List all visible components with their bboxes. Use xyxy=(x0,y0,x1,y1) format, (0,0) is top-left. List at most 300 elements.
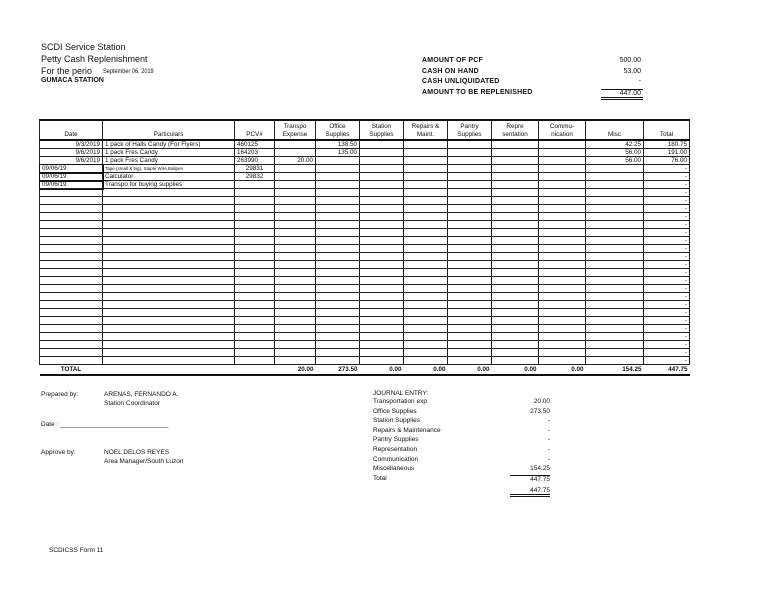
table-cell: - xyxy=(644,229,690,237)
totals-cell: 154.25 xyxy=(586,365,644,375)
table-cell xyxy=(316,309,360,317)
table-cell xyxy=(316,357,360,365)
table-row xyxy=(40,293,690,301)
table-cell xyxy=(235,269,275,277)
journal-line-label: Pantry Supplies xyxy=(373,436,419,444)
table-cell: - xyxy=(644,189,690,197)
journal-line xyxy=(373,436,553,446)
journal-lines xyxy=(373,398,553,484)
table-cell xyxy=(448,229,492,237)
table-cell xyxy=(586,173,644,181)
table-cell xyxy=(404,245,448,253)
col-header-communication: Commu- nication xyxy=(539,120,586,140)
report-title: Petty Cash Replenishment xyxy=(41,54,148,64)
table-cell xyxy=(235,325,275,333)
table-cell: - xyxy=(644,197,690,205)
table-cell: 138.50 xyxy=(316,140,360,149)
table-cell xyxy=(235,261,275,269)
table-cell xyxy=(275,325,316,333)
table-cell xyxy=(316,261,360,269)
journal-line xyxy=(373,475,553,485)
table-cell xyxy=(235,197,275,205)
table-cell xyxy=(539,349,586,357)
totals-cell: 0.00 xyxy=(448,365,492,375)
table-cell: - xyxy=(644,357,690,365)
table-cell xyxy=(539,341,586,349)
table-cell xyxy=(275,181,316,189)
table-row xyxy=(40,333,690,341)
table-cell xyxy=(404,173,448,181)
table-cell xyxy=(40,325,103,333)
table-cell xyxy=(40,205,103,213)
journal-line-value: 20.00 xyxy=(533,398,550,405)
table-cell xyxy=(360,245,404,253)
table-cell: 1 pack Fres Candy xyxy=(103,149,235,157)
table-cell xyxy=(586,197,644,205)
date-line: Date : ______________________________ xyxy=(41,421,169,428)
totals-cell: 0.00 xyxy=(404,365,448,375)
totals-cell: 20.00 xyxy=(275,365,316,375)
table-cell xyxy=(103,253,235,261)
table-cell xyxy=(492,229,539,237)
table-cell xyxy=(448,205,492,213)
table-cell xyxy=(275,173,316,181)
table-cell xyxy=(404,317,448,325)
table-cell xyxy=(448,285,492,293)
summary-value-replenish: 447.00 xyxy=(601,89,643,100)
table-cell xyxy=(275,149,316,157)
period-label: For the perio xyxy=(41,66,93,76)
table-cell: 09/06/19 xyxy=(40,181,103,189)
table-cell xyxy=(492,149,539,157)
table-cell xyxy=(586,309,644,317)
table-cell xyxy=(40,237,103,245)
table-cell xyxy=(235,293,275,301)
table-cell xyxy=(275,197,316,205)
table-cell xyxy=(275,245,316,253)
table-row xyxy=(40,253,690,261)
table-cell: 20.00 xyxy=(275,157,316,165)
table-cell xyxy=(586,341,644,349)
table-cell xyxy=(275,261,316,269)
table-row xyxy=(40,221,690,229)
table-cell xyxy=(360,205,404,213)
table-row xyxy=(40,357,690,365)
table-cell: - xyxy=(644,269,690,277)
table-cell: 09/06/19 xyxy=(40,165,103,173)
table-cell xyxy=(40,285,103,293)
table-cell xyxy=(448,253,492,261)
period-value: September 06, 2019 xyxy=(103,68,154,75)
journal-line xyxy=(373,408,553,418)
table-cell xyxy=(404,285,448,293)
table-cell: 180.75 xyxy=(644,140,690,149)
table-cell: - xyxy=(644,317,690,325)
station-name: GUMACA STATION xyxy=(41,77,104,84)
table-cell xyxy=(316,301,360,309)
table-cell xyxy=(492,325,539,333)
table-row xyxy=(40,181,690,189)
table-cell xyxy=(40,341,103,349)
table-cell xyxy=(360,149,404,157)
table-cell xyxy=(586,325,644,333)
table-cell xyxy=(492,269,539,277)
table-cell xyxy=(40,221,103,229)
journal-line-value: 447.75 xyxy=(510,475,550,483)
table-cell xyxy=(360,157,404,165)
table-cell: 9/6/2019 xyxy=(40,157,103,165)
prepared-by-label: Prepared by: xyxy=(41,391,79,398)
table-cell xyxy=(492,221,539,229)
table-cell xyxy=(448,357,492,365)
table-cell xyxy=(492,237,539,245)
table-cell xyxy=(275,205,316,213)
table-cell xyxy=(404,269,448,277)
table-cell xyxy=(448,189,492,197)
totals-cell xyxy=(235,365,275,375)
table-cell xyxy=(275,357,316,365)
journal-line-value: - xyxy=(547,455,550,463)
table-cell xyxy=(539,293,586,301)
table-cell xyxy=(103,197,235,205)
approved-by-label: Approve by: xyxy=(41,449,76,456)
table-cell xyxy=(40,357,103,365)
table-body xyxy=(40,140,690,375)
table-cell xyxy=(539,309,586,317)
table-cell xyxy=(539,197,586,205)
table-cell xyxy=(103,261,235,269)
table-cell xyxy=(586,221,644,229)
table-cell xyxy=(275,165,316,173)
table-cell xyxy=(316,237,360,245)
table-cell xyxy=(404,189,448,197)
table-cell xyxy=(235,349,275,357)
table-cell: - xyxy=(644,261,690,269)
table-cell xyxy=(360,173,404,181)
table-cell xyxy=(360,333,404,341)
table-cell xyxy=(360,285,404,293)
company-name: SCDI Service Station xyxy=(41,42,126,52)
table-cell xyxy=(103,349,235,357)
journal-line-label: Total xyxy=(373,474,387,482)
table-cell: 29832 xyxy=(235,173,275,181)
table-cell xyxy=(539,173,586,181)
table-cell xyxy=(586,277,644,285)
table-cell xyxy=(316,325,360,333)
table-cell xyxy=(404,181,448,189)
col-header-representation: Repre sentation xyxy=(492,120,539,140)
table-cell xyxy=(539,181,586,189)
table-cell xyxy=(103,333,235,341)
summary-label-unliq: CASH UNLIQUIDATED xyxy=(422,78,500,85)
table-cell xyxy=(40,189,103,197)
table-cell xyxy=(492,309,539,317)
table-cell xyxy=(448,149,492,157)
table-cell xyxy=(275,189,316,197)
table-cell xyxy=(586,261,644,269)
table-cell xyxy=(40,197,103,205)
table-cell xyxy=(103,285,235,293)
table-cell xyxy=(360,269,404,277)
table-cell: 29831 xyxy=(235,165,275,173)
table-cell xyxy=(492,293,539,301)
table-cell xyxy=(275,309,316,317)
table-cell xyxy=(275,285,316,293)
journal-line-label: Transportation exp xyxy=(373,398,427,405)
table-cell xyxy=(235,213,275,221)
table-cell xyxy=(275,237,316,245)
table-cell xyxy=(235,253,275,261)
table-cell xyxy=(586,229,644,237)
table-cell xyxy=(40,269,103,277)
table-cell xyxy=(275,293,316,301)
table-cell xyxy=(448,140,492,149)
table-cell xyxy=(586,165,644,173)
table-row xyxy=(40,341,690,349)
journal-line-value: - xyxy=(547,417,550,425)
journal-line-label: Representation xyxy=(373,445,418,453)
table-cell xyxy=(404,357,448,365)
table-cell xyxy=(103,317,235,325)
table-cell xyxy=(539,165,586,173)
col-header-misc: Misc xyxy=(586,120,644,140)
table-cell xyxy=(404,197,448,205)
summary-label-replenish: AMOUNT TO BE REPLENISHED xyxy=(422,89,533,96)
table-cell xyxy=(586,237,644,245)
table-cell xyxy=(103,237,235,245)
table-cell xyxy=(235,357,275,365)
table-cell xyxy=(40,293,103,301)
table-cell xyxy=(539,333,586,341)
table-cell xyxy=(448,301,492,309)
table-cell xyxy=(404,293,448,301)
table-row xyxy=(40,245,690,253)
table-cell xyxy=(586,269,644,277)
table-cell: - xyxy=(644,213,690,221)
table-cell xyxy=(360,221,404,229)
table-cell xyxy=(360,277,404,285)
table-cell xyxy=(316,165,360,173)
table-cell xyxy=(360,181,404,189)
table-row xyxy=(40,317,690,325)
table-cell xyxy=(275,253,316,261)
table-cell xyxy=(586,213,644,221)
col-header-repairs: Repairs & Maint. xyxy=(404,120,448,140)
table-cell: - xyxy=(644,205,690,213)
table-cell xyxy=(235,205,275,213)
table-cell: Tape (small & big), Staple Wire,Ballpen xyxy=(103,165,235,173)
table-cell: 1 pack of Halls Candy (For Flyers) xyxy=(103,140,235,149)
table-cell xyxy=(360,325,404,333)
table-cell xyxy=(492,189,539,197)
table-cell xyxy=(40,349,103,357)
table-cell xyxy=(586,189,644,197)
table-cell xyxy=(404,253,448,261)
table-cell xyxy=(316,197,360,205)
table-cell xyxy=(448,309,492,317)
col-header-pcv: PCV# xyxy=(235,120,275,140)
col-header-office: Office Supplies xyxy=(316,120,360,140)
table-row xyxy=(40,349,690,357)
table-cell xyxy=(40,317,103,325)
summary-value-unliq: - xyxy=(638,78,641,85)
table-header-row xyxy=(40,120,690,140)
table-row xyxy=(40,269,690,277)
table-cell: - xyxy=(644,173,690,181)
table-cell xyxy=(448,277,492,285)
col-header-date: Date xyxy=(40,120,103,140)
table-cell xyxy=(40,333,103,341)
table-cell xyxy=(448,293,492,301)
table-cell xyxy=(40,253,103,261)
table-row xyxy=(40,301,690,309)
table-cell: 9/3/2019 xyxy=(40,140,103,149)
col-header-total: Total xyxy=(644,120,690,140)
table-cell xyxy=(316,245,360,253)
table-cell xyxy=(360,237,404,245)
table-row xyxy=(40,285,690,293)
table-cell xyxy=(448,197,492,205)
table-cell xyxy=(539,221,586,229)
table-cell xyxy=(40,309,103,317)
table-cell xyxy=(539,285,586,293)
journal-line-label: Office Supplies xyxy=(373,407,417,415)
table-cell xyxy=(275,301,316,309)
table-cell xyxy=(360,349,404,357)
table-cell xyxy=(448,333,492,341)
journal-line xyxy=(373,398,553,408)
table-cell xyxy=(448,317,492,325)
table-cell xyxy=(316,181,360,189)
table-cell xyxy=(448,181,492,189)
totals-cell xyxy=(103,365,235,375)
table-cell xyxy=(586,317,644,325)
table-cell: 9/6/2019 xyxy=(40,149,103,157)
journal-line-label: Station Supplies xyxy=(373,417,420,425)
table-row xyxy=(40,173,690,181)
table-cell xyxy=(275,341,316,349)
table-cell xyxy=(103,221,235,229)
table-cell xyxy=(235,333,275,341)
table-cell xyxy=(103,205,235,213)
table-cell xyxy=(539,253,586,261)
table-cell xyxy=(492,205,539,213)
table-cell xyxy=(586,293,644,301)
table-cell xyxy=(275,349,316,357)
journal-line xyxy=(373,465,553,475)
table-cell xyxy=(492,181,539,189)
journal-line-value: - xyxy=(547,436,550,444)
table-row xyxy=(40,325,690,333)
table-cell xyxy=(360,165,404,173)
table-cell: 09/06/19 xyxy=(40,173,103,181)
table-cell xyxy=(316,205,360,213)
table-row xyxy=(40,149,690,157)
table-cell: - xyxy=(644,277,690,285)
table-cell xyxy=(448,341,492,349)
table-cell: Transpo for buying supplies xyxy=(103,181,235,189)
table-cell xyxy=(404,309,448,317)
table-cell xyxy=(539,357,586,365)
table-row xyxy=(40,205,690,213)
table-cell: - xyxy=(644,341,690,349)
table-cell xyxy=(275,140,316,149)
totals-cell: 273.50 xyxy=(316,365,360,375)
summary-label-pcf: AMOUNT OF PCF xyxy=(422,57,483,64)
table-cell xyxy=(40,301,103,309)
table-cell xyxy=(235,237,275,245)
table-cell xyxy=(492,213,539,221)
table-cell xyxy=(40,277,103,285)
table-cell xyxy=(492,165,539,173)
table-cell xyxy=(448,165,492,173)
journal-line xyxy=(373,446,553,456)
table-cell xyxy=(492,197,539,205)
journal-line-label: Communication xyxy=(373,455,419,463)
table-cell: - xyxy=(644,253,690,261)
table-cell xyxy=(316,157,360,165)
table-cell: - xyxy=(644,301,690,309)
table-cell xyxy=(103,357,235,365)
table-cell xyxy=(448,221,492,229)
approved-by-title: Area Manager/South Luzon xyxy=(104,458,184,465)
table-cell xyxy=(492,261,539,269)
table-cell xyxy=(448,349,492,357)
table-cell xyxy=(404,325,448,333)
table-cell xyxy=(448,157,492,165)
table-cell xyxy=(539,157,586,165)
journal-line xyxy=(373,427,553,437)
table-cell xyxy=(586,357,644,365)
table-cell: - xyxy=(644,309,690,317)
table-cell xyxy=(404,229,448,237)
table-cell xyxy=(316,285,360,293)
table-cell xyxy=(275,333,316,341)
table-cell xyxy=(404,157,448,165)
table-cell xyxy=(492,357,539,365)
prepared-by-name: ARENAS, FERNANDO A. xyxy=(104,391,179,398)
table-cell xyxy=(492,173,539,181)
table-cell xyxy=(586,205,644,213)
table-cell xyxy=(404,237,448,245)
col-header-pantry: Pantry Supplies xyxy=(448,120,492,140)
table-cell xyxy=(235,181,275,189)
table-cell: Calculator xyxy=(103,173,235,181)
table-cell xyxy=(40,245,103,253)
table-row xyxy=(40,157,690,165)
table-cell xyxy=(103,269,235,277)
table-cell xyxy=(275,213,316,221)
table-cell xyxy=(404,140,448,149)
table-cell xyxy=(539,229,586,237)
table-row xyxy=(40,277,690,285)
table-cell: 42.25 xyxy=(586,140,644,149)
table-cell xyxy=(539,237,586,245)
table-cell xyxy=(316,277,360,285)
table-cell xyxy=(275,269,316,277)
table-cell xyxy=(103,301,235,309)
table-cell xyxy=(404,149,448,157)
table-cell xyxy=(103,341,235,349)
table-cell xyxy=(586,245,644,253)
table-cell xyxy=(586,301,644,309)
table-cell xyxy=(404,301,448,309)
table-cell xyxy=(316,341,360,349)
table-row xyxy=(40,140,690,149)
table-cell xyxy=(275,229,316,237)
totals-cell: 0.00 xyxy=(360,365,404,375)
table-cell xyxy=(360,261,404,269)
